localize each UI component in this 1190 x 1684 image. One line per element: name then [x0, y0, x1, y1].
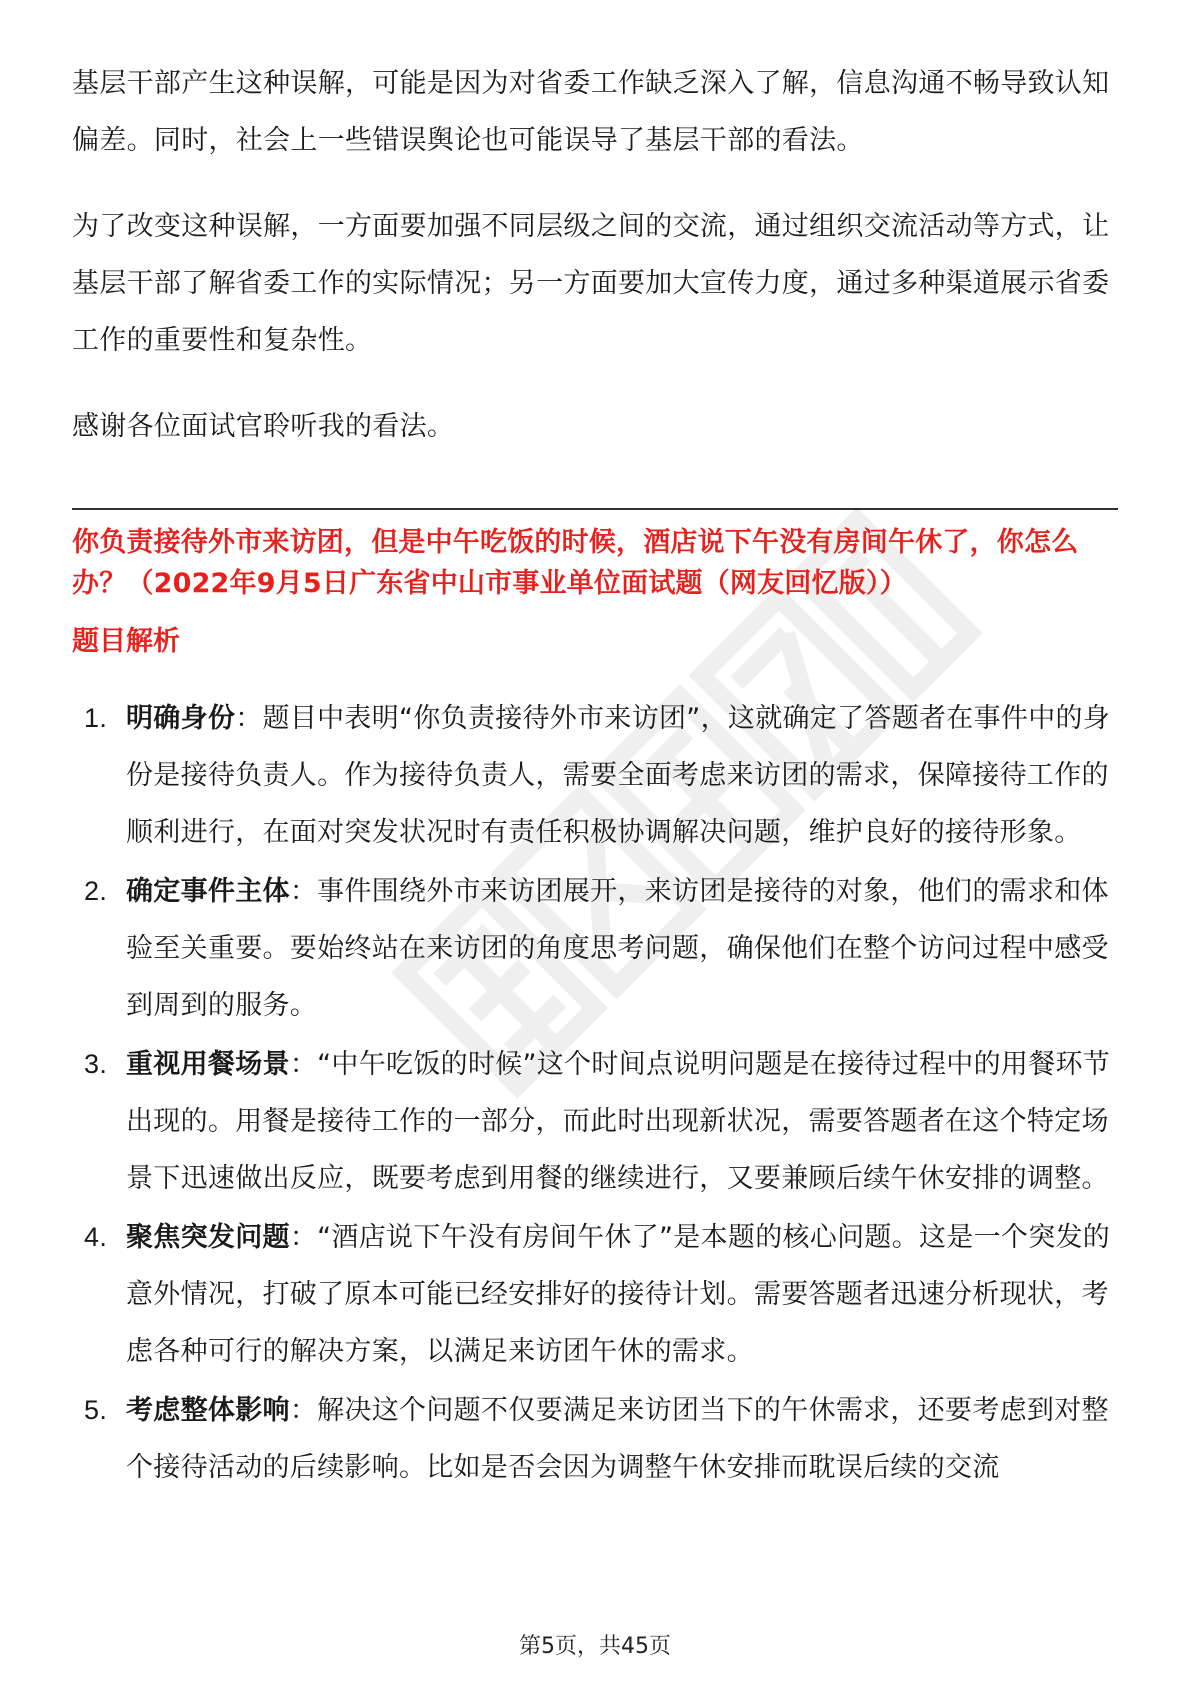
- list-item: [72, 1382, 1118, 1496]
- list-item: [72, 1036, 1118, 1207]
- item-separator: ：: [289, 1222, 318, 1253]
- analysis-list: [72, 690, 1118, 1498]
- list-number: 1.: [84, 703, 108, 733]
- list-number: 5.: [84, 1395, 108, 1425]
- divider: [72, 508, 1118, 510]
- item-heading: 明确身份: [126, 703, 236, 734]
- list-item: [72, 690, 1118, 861]
- item-separator: ：: [289, 876, 318, 907]
- section-title: 题目解析: [72, 626, 180, 657]
- item-separator: ：: [289, 1049, 318, 1080]
- question-title: 你负责接待外市来访团，但是中午吃饭的时候，酒店说下午没有房间午休了，你怎么办？（2022年9月5日广东省中山市事业单位面试题（网友回忆版））: [72, 527, 1079, 599]
- paragraph: 为了改变这种误解，一方面要加强不同层级之间的交流，通过组织交流活动等方式，让基层干部了解省委工作的实际情况；另一方面要加大宣传力度，通过多种渠道展示省委工作的重要性和复杂性。: [72, 211, 1110, 356]
- paragraph: 基层干部产生这种误解，可能是因为对省委工作缺乏深入了解，信息沟通不畅导致认知偏差。同时，社会上一些错误舆论也可能误导了基层干部的看法。: [72, 68, 1110, 156]
- top-paragraphs: [72, 55, 1118, 455]
- list-item: [72, 863, 1118, 1034]
- item-separator: ：: [289, 1395, 318, 1426]
- list-number: 3.: [84, 1049, 108, 1079]
- item-text: 事件围绕外市来访团展开，来访团是接待的对象，他们的需求和体验至关重要。要始终站在来访团的角度思考问题，确保他们在整个访问过程中感受到周到的服务。: [126, 876, 1109, 1021]
- list-number: 2.: [84, 876, 108, 906]
- paragraph: 感谢各位面试官聆听我的看法。: [72, 411, 455, 442]
- item-separator: ：: [235, 703, 263, 734]
- item-heading: 聚焦突发问题: [126, 1222, 290, 1253]
- item-heading: 考虑整体影响: [126, 1395, 290, 1426]
- item-text: 解决这个问题不仅要满足来访团当下的午休需求，还要考虑到对整个接待活动的后续影响。比如是否会因为调整午休安排而耽误后续的交流: [126, 1395, 1109, 1483]
- list-item: [72, 1209, 1118, 1380]
- item-heading: 确定事件主体: [126, 876, 290, 907]
- item-heading: 重视用餐场景: [126, 1049, 290, 1080]
- item-text: “酒店说下午没有房间午休了”是本题的核心问题。这是一个突发的意外情况，打破了原本可能已经安排好的接待计划。需要答题者迅速分析现状，考虑各种可行的解决方案，以满足来访团午休的需求。: [126, 1222, 1111, 1367]
- page-number: 第5页，共45页: [519, 1634, 671, 1659]
- item-text: “中午吃饭的时候”这个时间点说明问题是在接待过程中的用餐环节出现的。用餐是接待工作的一部分，而此时出现新状况，需要答题者在这个特定场景下迅速做出反应，既要考虑到用餐的继续进行，又要兼顾后续午休安排的调整。: [126, 1049, 1111, 1194]
- item-text: 题目中表明“你负责接待外市来访团”，这就确定了答题者在事件中的身份是接待负责人。作为接待负责人，需要全面考虑来访团的需求，保障接待工作的顺利进行，在面对突发状况时有责任积极协调解决问题，维护良好的接待形象。: [126, 703, 1111, 848]
- list-number: 4.: [84, 1222, 108, 1252]
